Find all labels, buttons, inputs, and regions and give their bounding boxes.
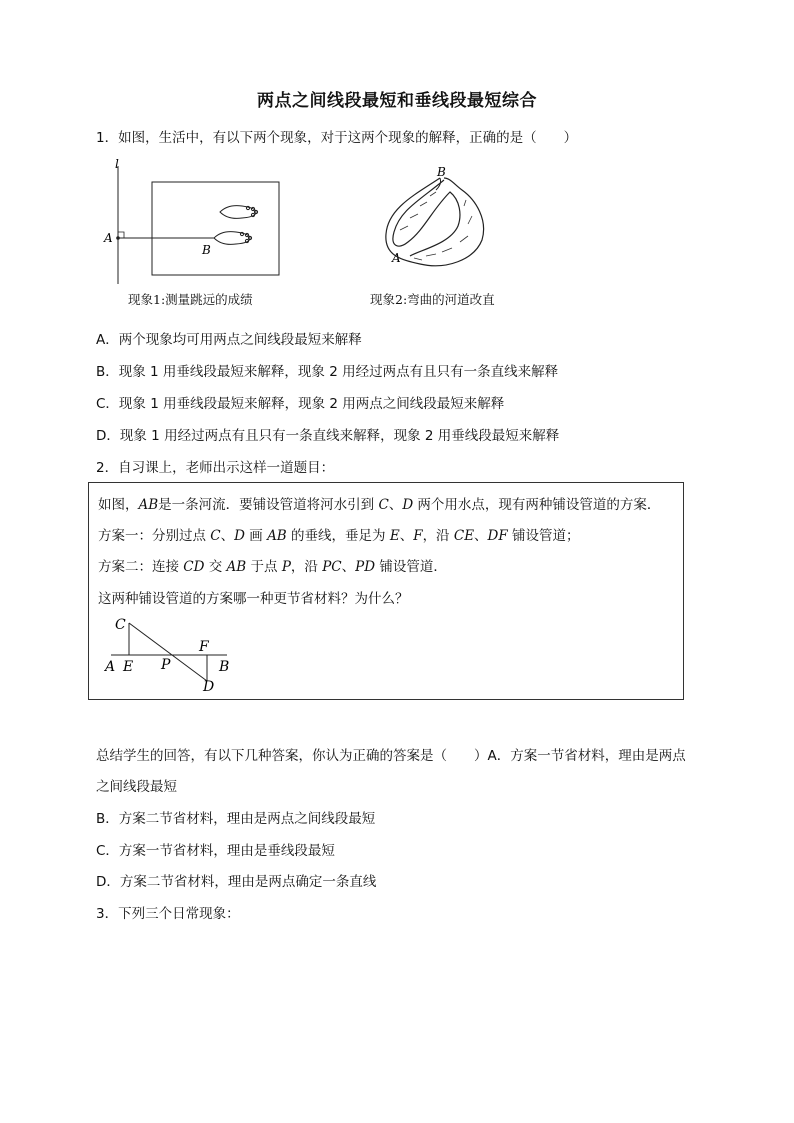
option-b: B．现象 1 用垂线段最短来解释，现象 2 用经过两点有且只有一条直线来解释 xyxy=(96,364,559,380)
question-1-stem: 1．如图，生活中，有以下两个现象，对于这两个现象的解释，正确的是（ ） xyxy=(96,130,578,146)
q2-option-d: D．方案二节省材料，理由是两点确定一条直线 xyxy=(96,874,377,890)
sandpit-rect xyxy=(152,182,279,275)
label-e: E xyxy=(123,659,134,675)
figure-pipeline xyxy=(99,613,239,693)
q2-option-c: C．方案一节省材料，理由是垂线段最短 xyxy=(96,843,335,859)
point-a xyxy=(116,236,120,240)
summary-line-2: 之间线段最短 xyxy=(96,779,177,795)
footprint-icon xyxy=(214,232,252,245)
figure-2-caption: 现象2:弯曲的河道改直 xyxy=(370,292,495,307)
page-title: 两点之间线段最短和垂线段最短综合 xyxy=(257,91,537,111)
q2-option-b: B．方案二节省材料，理由是两点之间线段最短 xyxy=(96,811,376,827)
label-f: F xyxy=(199,639,209,655)
label-b: B xyxy=(219,659,230,675)
summary-line-1: 总结学生的回答，有以下几种答案，你认为正确的答案是（ ）A．方案一节省材料，理由是两点 xyxy=(96,748,686,764)
problem-line-3: 方案二：连接 CD 交 AB 于点 P，沿 PC、PD 铺设管道． xyxy=(98,559,447,575)
label-c: C xyxy=(115,617,126,633)
label-p: P xyxy=(161,657,171,673)
question-2-stem: 2．自习课上，老师出示这样一道题目： xyxy=(96,460,335,476)
problem-line-2: 方案一：分别过点 C、D 画 AB 的垂线，垂足为 E、F，沿 CE、DF 铺设管道； xyxy=(98,528,580,544)
label-b: B xyxy=(202,243,211,257)
option-a: A．两个现象均可用两点之间线段最短来解释 xyxy=(96,332,362,348)
problem-line-1: 如图，AB是一条河流．要铺设管道将河水引到 C、D 两个用水点，现有两种铺设管道的方案． xyxy=(98,497,661,513)
figure-1-caption: 现象1:测量跳远的成绩 xyxy=(128,292,253,307)
label-a: A xyxy=(105,659,116,675)
option-d: D．现象 1 用经过两点有且只有一条直线来解释，现象 2 用垂线段最短来解释 xyxy=(96,428,560,444)
label-l: l xyxy=(115,157,119,171)
problem-line-4: 这两种铺设管道的方案哪一种更节省材料？为什么？ xyxy=(98,591,409,607)
problem-box xyxy=(88,482,684,700)
label-b: B xyxy=(437,165,446,179)
option-c: C．现象 1 用垂线段最短来解释，现象 2 用两点之间线段最短来解释 xyxy=(96,396,505,412)
label-a: A xyxy=(104,231,113,245)
footprint-icon xyxy=(220,206,258,219)
label-d: D xyxy=(203,679,215,693)
question-3-stem: 3．下列三个日常现象： xyxy=(96,906,240,922)
figure-river xyxy=(380,160,500,280)
water-texture xyxy=(400,192,472,260)
figure-long-jump xyxy=(96,156,296,286)
label-a: A xyxy=(392,251,401,265)
river-bank-inner xyxy=(393,180,460,256)
